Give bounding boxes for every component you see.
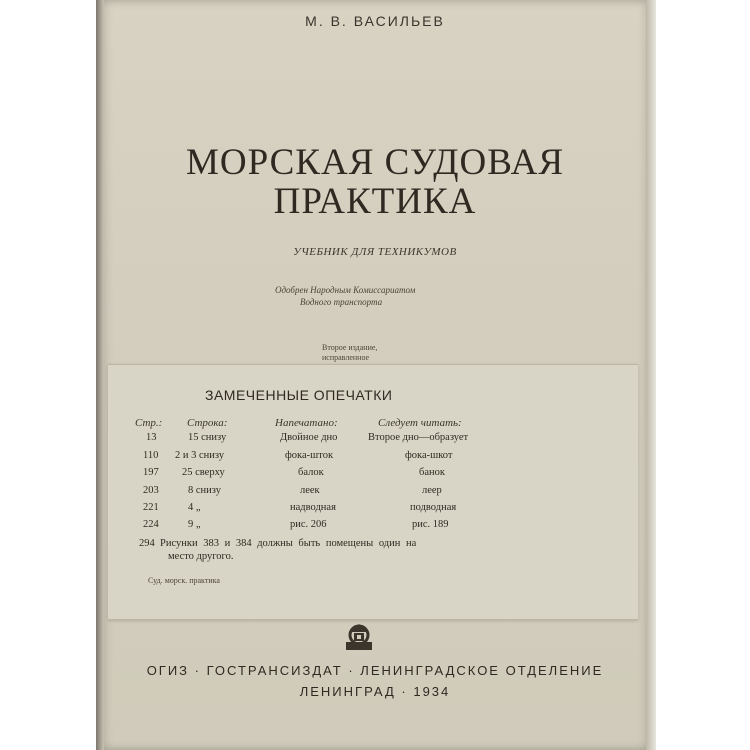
errata-row-page: 294 — [139, 538, 155, 549]
errata-row-note: Рисунки 383 и 384 должны быть помещены один на — [160, 538, 417, 549]
errata-row-line: 15 снизу — [188, 432, 227, 443]
book-title-line-1: МОРСКАЯ СУДОВАЯ — [185, 142, 564, 183]
edition-line-1: Второе издание, — [322, 343, 378, 352]
errata-row-note-continued: место другого. — [168, 551, 234, 562]
page-edge — [646, 0, 656, 750]
errata-row-line: 4 „ — [188, 502, 201, 513]
errata-header-printed: Напечатано: — [275, 417, 338, 429]
book-subtitle: УЧЕБНИК ДЛЯ ТЕХНИКУМОВ — [293, 246, 457, 258]
errata-row-page: 110 — [143, 450, 159, 461]
errata-row-printed: Двойное дно — [280, 432, 338, 443]
approval-line-2: Водного транспорта — [300, 297, 383, 307]
city-year: ЛЕНИНГРАД · 1934 — [299, 684, 451, 699]
edition-line-2: исправленное — [322, 353, 370, 362]
errata-row-page: 203 — [143, 485, 159, 496]
errata-row-printed: балок — [298, 467, 324, 478]
errata-row-line: 8 снизу — [188, 485, 221, 496]
errata-row-page: 13 — [146, 432, 157, 443]
errata-footer: Суд. морск. практика — [148, 576, 220, 585]
spine-shadow — [96, 0, 104, 750]
author-name: М. В. ВАСИЛЬЕВ — [305, 13, 445, 29]
errata-row-correct: банок — [419, 467, 445, 478]
errata-row-line: 2 и 3 снизу — [175, 450, 225, 461]
errata-row-correct: подводная — [410, 502, 457, 513]
errata-row-correct: рис. 189 — [412, 519, 449, 530]
errata-row-line: 9 „ — [188, 519, 201, 530]
errata-row-correct: Второе дно—образует — [368, 432, 469, 443]
errata-row-page: 224 — [143, 519, 159, 530]
errata-row-correct: фока-шкот — [405, 450, 453, 461]
errata-row-printed: рис. 206 — [290, 519, 327, 530]
errata-row-line: 25 сверху — [182, 467, 225, 478]
errata-row-page: 221 — [143, 502, 159, 513]
book-title-line-2: ПРАКТИКА — [273, 181, 477, 222]
errata-row-correct: леер — [422, 485, 442, 496]
errata-header-line: Строка: — [187, 417, 228, 429]
errata-row-printed: надводная — [290, 502, 336, 513]
errata-row-printed: фока-шток — [285, 450, 334, 461]
errata-title: ЗАМЕЧЕННЫЕ ОПЕЧАТКИ — [205, 387, 393, 403]
errata-header-page: Стр.: — [135, 417, 163, 429]
publisher-emblem-icon — [342, 620, 376, 654]
errata-header-correct: Следует читать: — [378, 417, 462, 429]
errata-row-page: 197 — [143, 467, 159, 478]
errata-row-printed: леек — [300, 485, 320, 496]
approval-line-1: Одобрен Народным Комиссариатом — [275, 285, 416, 295]
publisher-line: ОГИЗ · ГОСТРАНСИЗДАТ · ЛЕНИНГРАДСКОЕ ОТДЕЛЕНИЕ — [146, 663, 604, 678]
